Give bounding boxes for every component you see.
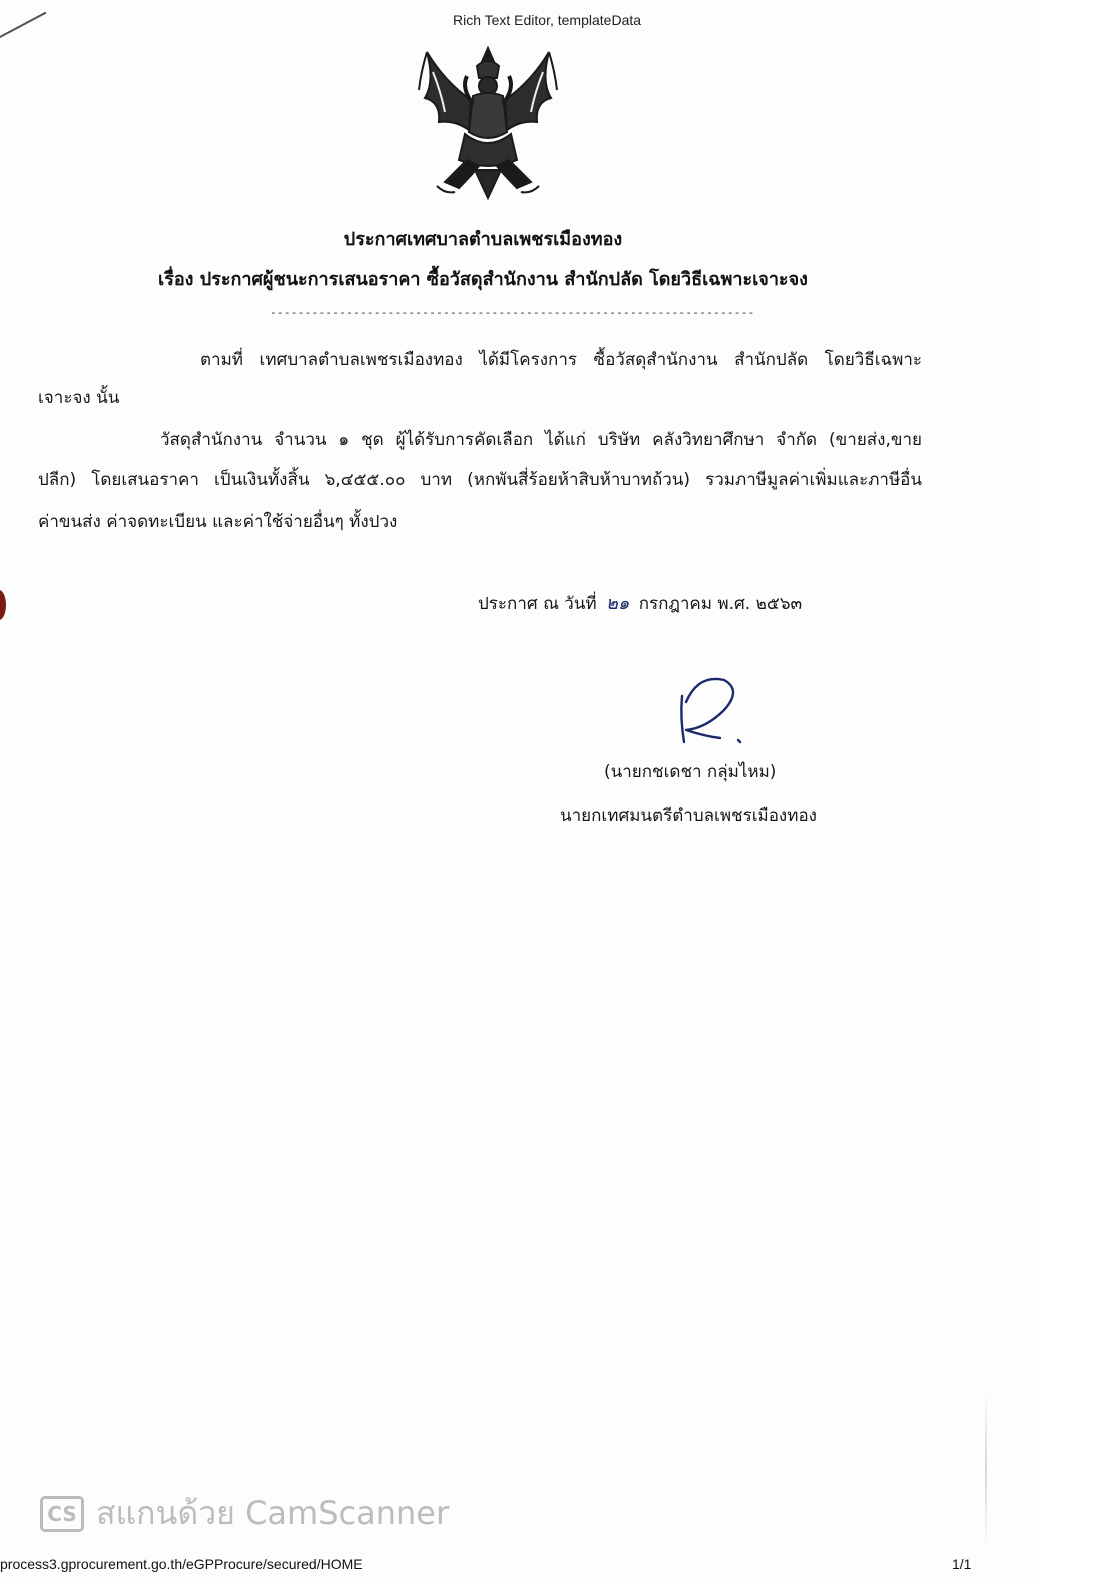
camscanner-text: สแกนด้วย CamScanner (96, 1494, 450, 1532)
footer-page-number: 1/1 (952, 1556, 972, 1572)
announcement-date (478, 588, 802, 617)
paragraph-2-line-3: ค่าขนส่ง ค่าจดทะเบียน และค่าใช้จ่ายอื่นๆ ทั้งปวง (38, 512, 398, 532)
paragraph-2-line-1: วัสดุสำนักงาน จำนวน ๑ ชุด ผู้ได้รับการคัดเลือก ได้แก่ บริษัท คลังวิทยาศึกษา จำกัด (ขายส่ง,ขาย (160, 430, 922, 450)
signer-name: (นายกชเดชา กลุ่มไหม) (604, 762, 777, 782)
page-edge-mark (0, 590, 6, 620)
garuda-emblem-icon (415, 42, 561, 200)
date-prefix: ประกาศ ณ วันที่ (478, 594, 597, 614)
announcement-title: ประกาศเทศบาลตำบลเพชรเมืองทอง (343, 229, 623, 250)
signer-title: นายกเทศมนตรีตำบลเพชรเมืองทอง (560, 806, 817, 826)
paragraph-1-line-1: ตามที่ เทศบาลตำบลเพชรเมืองทอง ได้มีโครงการ ซื้อวัสดุสำนักงาน สำนักปลัด โดยวิธีเฉพาะ (200, 350, 922, 370)
signature-icon (668, 668, 748, 748)
page-fold-shadow (985, 1390, 987, 1550)
editor-header-label: Rich Text Editor, templateData (452, 12, 642, 28)
date-day-handwritten: ๒๑ (606, 593, 630, 614)
paragraph-1-line-2: เจาะจง นั้น (38, 388, 120, 408)
announcement-subject: เรื่อง ประกาศผู้ชนะการเสนอราคา ซื้อวัสดุสำนักงาน สำนักปลัด โดยวิธีเฉพาะเจาะจง (158, 269, 808, 290)
date-month-year: กรกฎาคม พ.ศ. ๒๕๖๓ (638, 594, 803, 614)
camscanner-logo-icon: CS (40, 1496, 84, 1532)
title-divider: ---------------------------------------------------------------------- (270, 306, 755, 319)
paragraph-2-line-2: ปลีก) โดยเสนอราคา เป็นเงินทั้งสิ้น ๖,๔๕๕.๐๐ บาท (หกพันสี่ร้อยห้าสิบห้าบาทถ้วน) รวมภาษีมูลค่าเพิ่มและภาษีอื่น (38, 470, 922, 490)
footer-url: process3.gprocurement.go.th/eGPProcure/secured/HOME (0, 1556, 363, 1572)
camscanner-watermark (40, 1488, 449, 1539)
